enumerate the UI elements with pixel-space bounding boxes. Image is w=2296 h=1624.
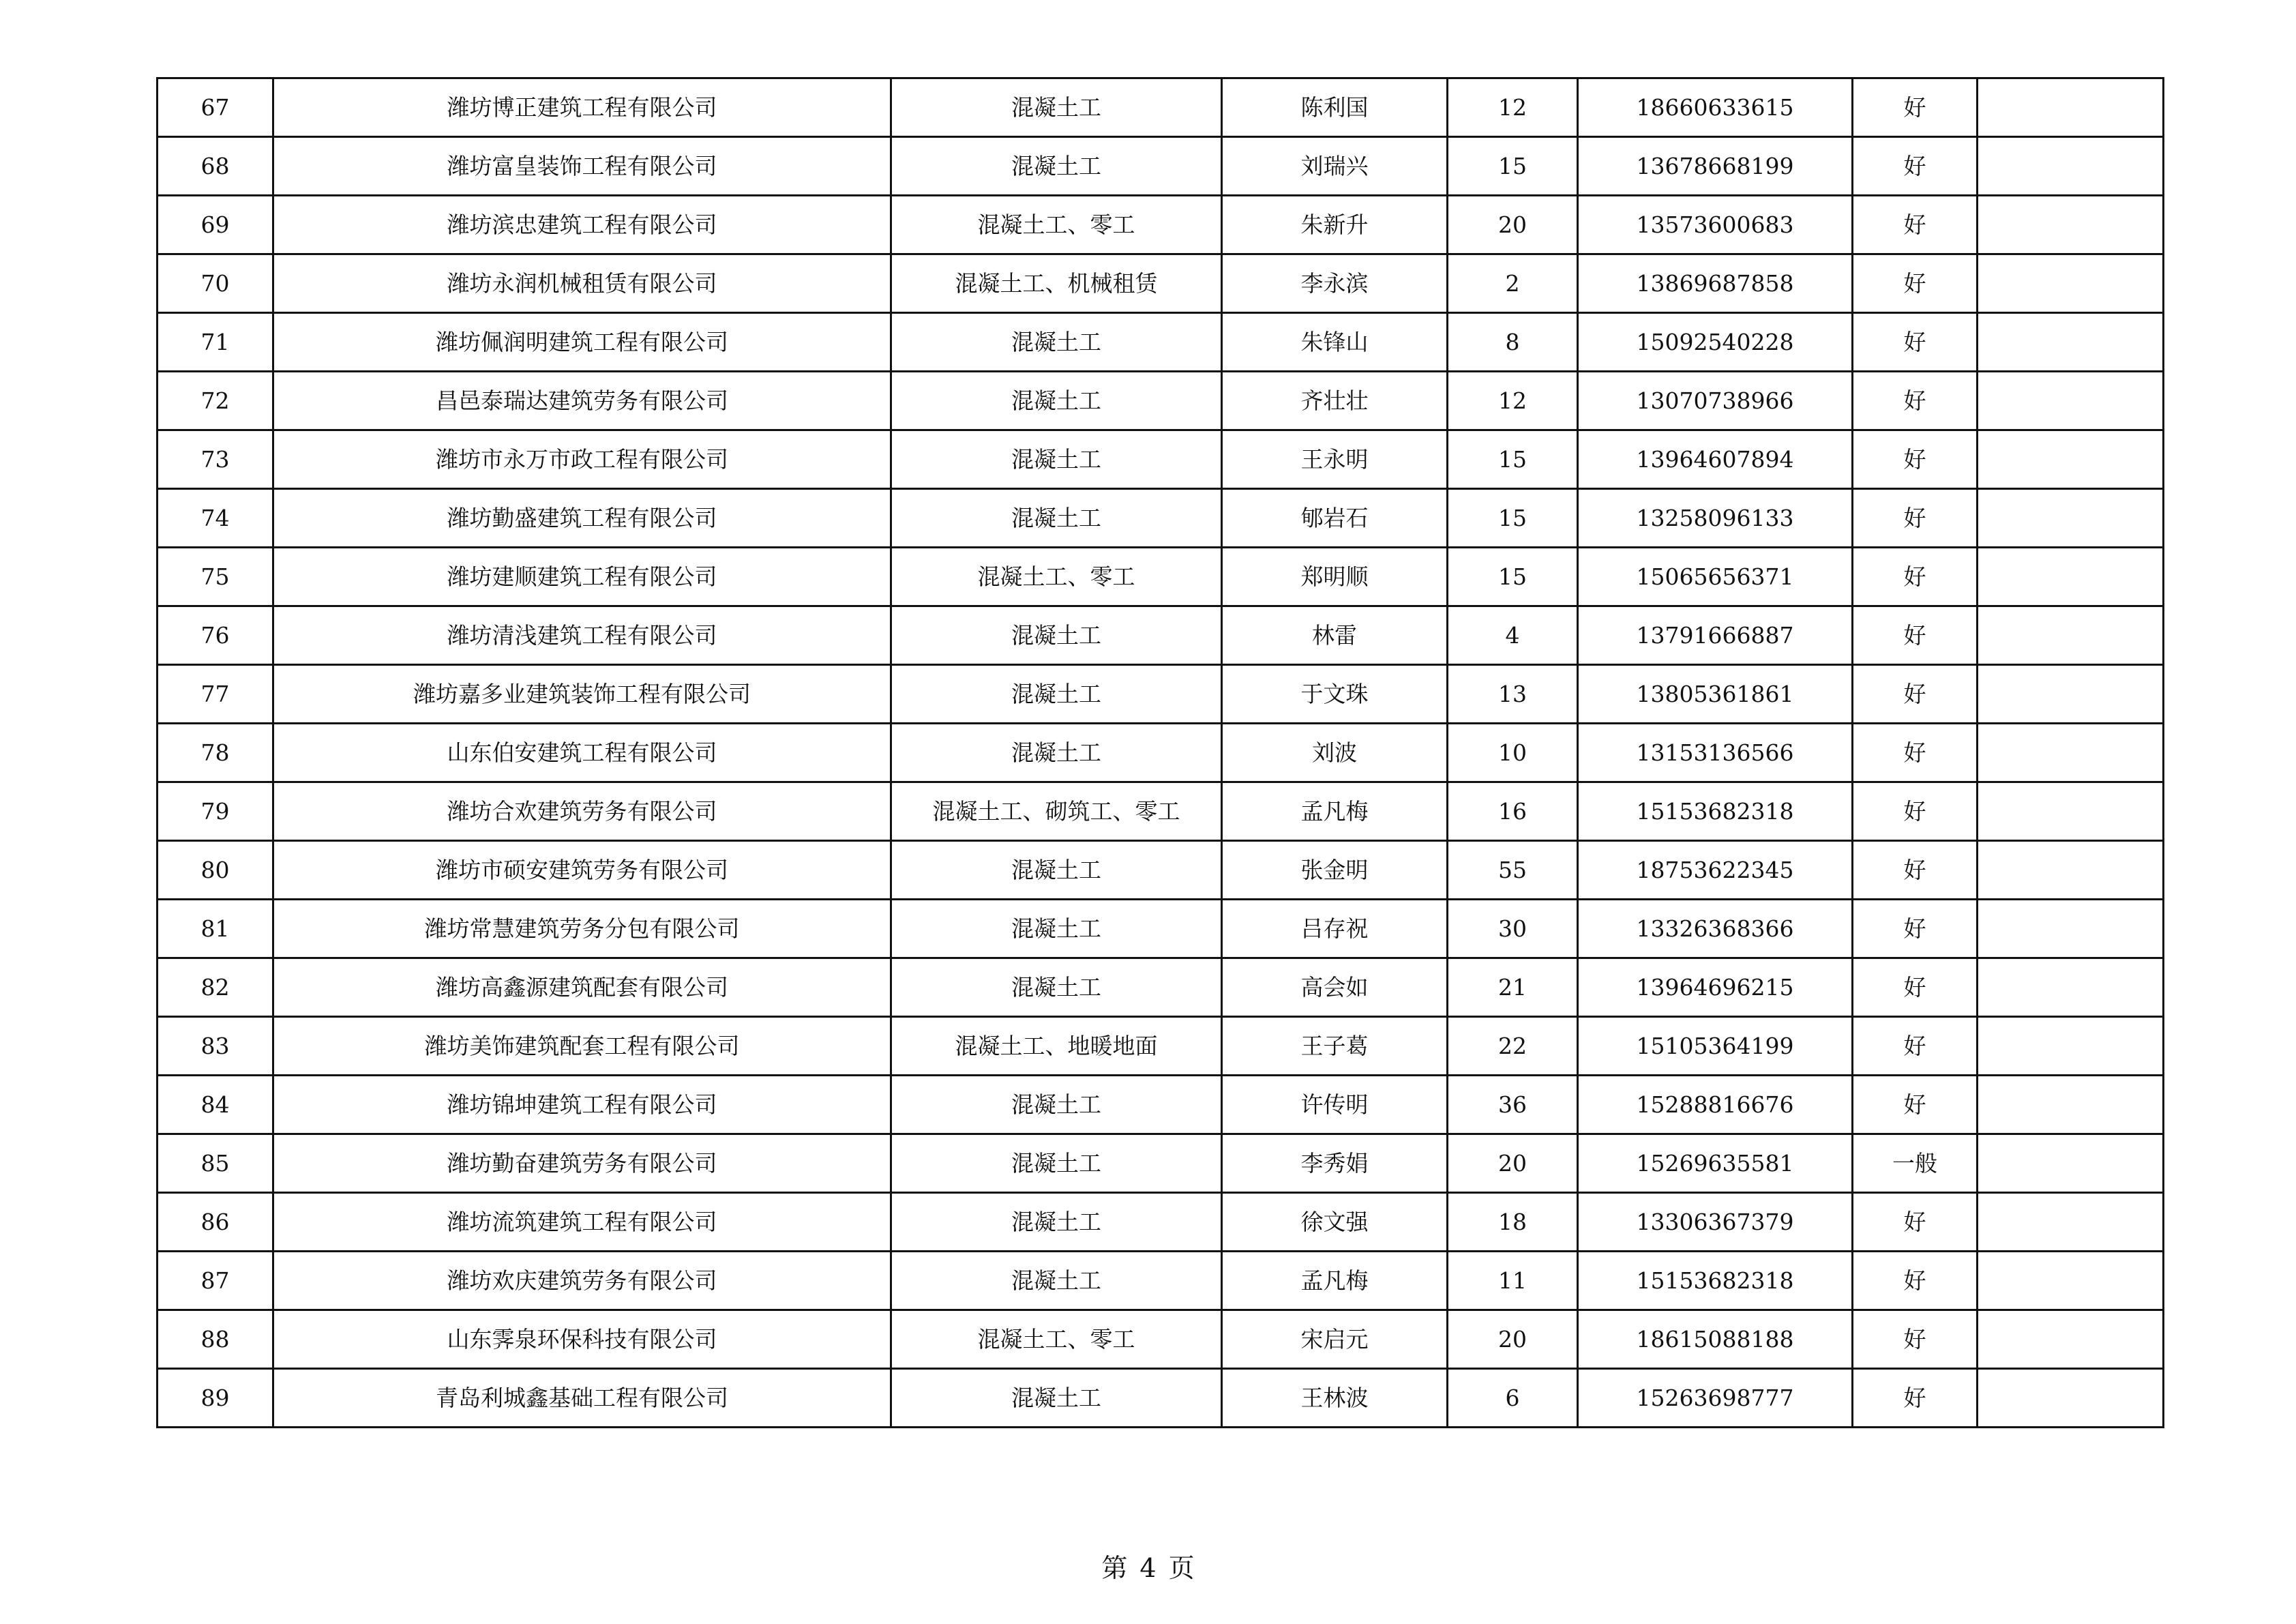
phone-number-cell: 13869687858: [1578, 254, 1853, 313]
contact-person-cell: 王永明: [1222, 430, 1448, 489]
phone-number-cell: 13573600683: [1578, 196, 1853, 254]
trade-type-cell: 混凝土工、地暖地面: [891, 1017, 1222, 1076]
row-number-cell: 85: [158, 1134, 273, 1193]
remark-cell: [1978, 841, 2164, 900]
phone-number-cell: 15065656371: [1578, 548, 1853, 606]
trade-type-cell: 混凝土工、砌筑工、零工: [891, 782, 1222, 841]
trade-type-cell: 混凝土工、零工: [891, 548, 1222, 606]
company-name-cell: 山东伯安建筑工程有限公司: [273, 724, 891, 782]
trade-type-cell: 混凝土工: [891, 78, 1222, 137]
worker-count-cell: 22: [1448, 1017, 1578, 1076]
table-row: [158, 1017, 2164, 1076]
worker-count-cell: 21: [1448, 958, 1578, 1017]
worker-count-cell: 20: [1448, 196, 1578, 254]
remark-cell: [1978, 372, 2164, 430]
company-name-cell: 潍坊市硕安建筑劳务有限公司: [273, 841, 891, 900]
contact-person-cell: 孟凡梅: [1222, 782, 1448, 841]
trade-type-cell: 混凝土工: [891, 313, 1222, 372]
phone-number-cell: 18753622345: [1578, 841, 1853, 900]
phone-number-cell: 13964696215: [1578, 958, 1853, 1017]
company-name-cell: 潍坊建顺建筑工程有限公司: [273, 548, 891, 606]
table-row: [158, 841, 2164, 900]
remark-cell: [1978, 606, 2164, 665]
table-row: [158, 900, 2164, 958]
row-number-cell: 74: [158, 489, 273, 548]
contact-person-cell: 许传明: [1222, 1076, 1448, 1134]
company-name-cell: 山东霁泉环保科技有限公司: [273, 1310, 891, 1369]
contact-person-cell: 陈利国: [1222, 78, 1448, 137]
phone-number-cell: 15288816676: [1578, 1076, 1853, 1134]
row-number-cell: 68: [158, 137, 273, 196]
worker-count-cell: 15: [1448, 430, 1578, 489]
rating-cell: 好: [1853, 548, 1978, 606]
rating-cell: 好: [1853, 489, 1978, 548]
row-number-cell: 67: [158, 78, 273, 137]
remark-cell: [1978, 1310, 2164, 1369]
worker-count-cell: 20: [1448, 1310, 1578, 1369]
contact-person-cell: 刘波: [1222, 724, 1448, 782]
phone-number-cell: 13070738966: [1578, 372, 1853, 430]
trade-type-cell: 混凝土工、零工: [891, 196, 1222, 254]
remark-cell: [1978, 1252, 2164, 1310]
phone-number-cell: 18660633615: [1578, 78, 1853, 137]
contact-person-cell: 高会如: [1222, 958, 1448, 1017]
trade-type-cell: 混凝土工: [891, 1193, 1222, 1252]
worker-count-cell: 18: [1448, 1193, 1578, 1252]
phone-number-cell: 13306367379: [1578, 1193, 1853, 1252]
trade-type-cell: 混凝土工: [891, 1076, 1222, 1134]
remark-cell: [1978, 1134, 2164, 1193]
remark-cell: [1978, 78, 2164, 137]
phone-number-cell: 13153136566: [1578, 724, 1853, 782]
trade-type-cell: 混凝土工、机械租赁: [891, 254, 1222, 313]
worker-count-cell: 30: [1448, 900, 1578, 958]
company-name-cell: 潍坊市永万市政工程有限公司: [273, 430, 891, 489]
contact-person-cell: 刘瑞兴: [1222, 137, 1448, 196]
remark-cell: [1978, 900, 2164, 958]
company-name-cell: 潍坊锦坤建筑工程有限公司: [273, 1076, 891, 1134]
remark-cell: [1978, 1193, 2164, 1252]
row-number-cell: 69: [158, 196, 273, 254]
row-number-cell: 82: [158, 958, 273, 1017]
company-name-cell: 潍坊博正建筑工程有限公司: [273, 78, 891, 137]
rating-cell: 好: [1853, 782, 1978, 841]
phone-number-cell: 15263698777: [1578, 1369, 1853, 1428]
rating-cell: 好: [1853, 196, 1978, 254]
company-name-cell: 潍坊欢庆建筑劳务有限公司: [273, 1252, 891, 1310]
company-name-cell: 潍坊高鑫源建筑配套有限公司: [273, 958, 891, 1017]
rating-cell: 一般: [1853, 1134, 1978, 1193]
row-number-cell: 79: [158, 782, 273, 841]
phone-number-cell: 13326368366: [1578, 900, 1853, 958]
worker-count-cell: 36: [1448, 1076, 1578, 1134]
phone-number-cell: 15153682318: [1578, 1252, 1853, 1310]
rating-cell: 好: [1853, 1076, 1978, 1134]
table-row: [158, 724, 2164, 782]
contact-person-cell: 于文珠: [1222, 665, 1448, 724]
remark-cell: [1978, 724, 2164, 782]
remark-cell: [1978, 489, 2164, 548]
row-number-cell: 78: [158, 724, 273, 782]
contact-person-cell: 吕存祝: [1222, 900, 1448, 958]
row-number-cell: 81: [158, 900, 273, 958]
phone-number-cell: 13678668199: [1578, 137, 1853, 196]
trade-type-cell: 混凝土工: [891, 900, 1222, 958]
rating-cell: 好: [1853, 1017, 1978, 1076]
worker-count-cell: 10: [1448, 724, 1578, 782]
remark-cell: [1978, 1076, 2164, 1134]
table-row: [158, 430, 2164, 489]
phone-number-cell: 15269635581: [1578, 1134, 1853, 1193]
rating-cell: 好: [1853, 254, 1978, 313]
company-name-cell: 潍坊嘉多业建筑装饰工程有限公司: [273, 665, 891, 724]
worker-count-cell: 13: [1448, 665, 1578, 724]
table-row: [158, 606, 2164, 665]
phone-number-cell: 13805361861: [1578, 665, 1853, 724]
row-number-cell: 80: [158, 841, 273, 900]
trade-type-cell: 混凝土工: [891, 372, 1222, 430]
phone-number-cell: 15092540228: [1578, 313, 1853, 372]
company-name-cell: 潍坊佩润明建筑工程有限公司: [273, 313, 891, 372]
table-row: [158, 665, 2164, 724]
row-number-cell: 76: [158, 606, 273, 665]
remark-cell: [1978, 196, 2164, 254]
worker-count-cell: 12: [1448, 78, 1578, 137]
remark-cell: [1978, 782, 2164, 841]
row-number-cell: 71: [158, 313, 273, 372]
trade-type-cell: 混凝土工: [891, 606, 1222, 665]
phone-number-cell: 13258096133: [1578, 489, 1853, 548]
table-body: [158, 78, 2164, 1428]
rating-cell: 好: [1853, 1193, 1978, 1252]
rating-cell: 好: [1853, 372, 1978, 430]
rating-cell: 好: [1853, 665, 1978, 724]
rating-cell: 好: [1853, 1252, 1978, 1310]
page-label-prefix: 第: [1101, 1553, 1128, 1583]
worker-count-cell: 2: [1448, 254, 1578, 313]
company-name-cell: 潍坊勤盛建筑工程有限公司: [273, 489, 891, 548]
row-number-cell: 89: [158, 1369, 273, 1428]
worker-count-cell: 6: [1448, 1369, 1578, 1428]
rating-cell: 好: [1853, 606, 1978, 665]
company-name-cell: 潍坊清浅建筑工程有限公司: [273, 606, 891, 665]
table-row: [158, 782, 2164, 841]
trade-type-cell: 混凝土工: [891, 489, 1222, 548]
company-name-cell: 潍坊常慧建筑劳务分包有限公司: [273, 900, 891, 958]
table-row: [158, 958, 2164, 1017]
row-number-cell: 77: [158, 665, 273, 724]
remark-cell: [1978, 430, 2164, 489]
trade-type-cell: 混凝土工: [891, 1134, 1222, 1193]
row-number-cell: 72: [158, 372, 273, 430]
remark-cell: [1978, 958, 2164, 1017]
contact-person-cell: 林雷: [1222, 606, 1448, 665]
rating-cell: 好: [1853, 1369, 1978, 1428]
company-name-cell: 潍坊滨忠建筑工程有限公司: [273, 196, 891, 254]
phone-number-cell: 18615088188: [1578, 1310, 1853, 1369]
contact-person-cell: 郑明顺: [1222, 548, 1448, 606]
table-row: [158, 1076, 2164, 1134]
contact-person-cell: 孟凡梅: [1222, 1252, 1448, 1310]
row-number-cell: 75: [158, 548, 273, 606]
page-footer: [0, 1547, 2296, 1584]
trade-type-cell: 混凝土工: [891, 958, 1222, 1017]
table-row: [158, 372, 2164, 430]
contact-person-cell: 郇岩石: [1222, 489, 1448, 548]
remark-cell: [1978, 254, 2164, 313]
company-name-cell: 青岛利城鑫基础工程有限公司: [273, 1369, 891, 1428]
company-name-cell: 潍坊美饰建筑配套工程有限公司: [273, 1017, 891, 1076]
company-name-cell: 潍坊富皇装饰工程有限公司: [273, 137, 891, 196]
remark-cell: [1978, 137, 2164, 196]
phone-number-cell: 15105364199: [1578, 1017, 1853, 1076]
table-row: [158, 1193, 2164, 1252]
row-number-cell: 86: [158, 1193, 273, 1252]
company-name-cell: 潍坊合欢建筑劳务有限公司: [273, 782, 891, 841]
table-row: [158, 1134, 2164, 1193]
phone-number-cell: 15153682318: [1578, 782, 1853, 841]
worker-count-cell: 8: [1448, 313, 1578, 372]
table-row: [158, 1369, 2164, 1428]
row-number-cell: 73: [158, 430, 273, 489]
rating-cell: 好: [1853, 1310, 1978, 1369]
company-name-cell: 潍坊勤奋建筑劳务有限公司: [273, 1134, 891, 1193]
contact-person-cell: 朱新升: [1222, 196, 1448, 254]
page-label-suffix: 页: [1168, 1553, 1195, 1583]
contact-person-cell: 李秀娟: [1222, 1134, 1448, 1193]
rating-cell: 好: [1853, 724, 1978, 782]
trade-type-cell: 混凝土工: [891, 1252, 1222, 1310]
row-number-cell: 83: [158, 1017, 273, 1076]
contact-person-cell: 徐文强: [1222, 1193, 1448, 1252]
rating-cell: 好: [1853, 78, 1978, 137]
trade-type-cell: 混凝土工: [891, 724, 1222, 782]
rating-cell: 好: [1853, 841, 1978, 900]
contractor-table: [156, 77, 2164, 1428]
contractor-table-container: [156, 77, 2162, 1428]
worker-count-cell: 20: [1448, 1134, 1578, 1193]
page-number: 4: [1139, 1553, 1157, 1583]
worker-count-cell: 16: [1448, 782, 1578, 841]
remark-cell: [1978, 1369, 2164, 1428]
remark-cell: [1978, 1017, 2164, 1076]
rating-cell: 好: [1853, 900, 1978, 958]
contact-person-cell: 齐壮壮: [1222, 372, 1448, 430]
worker-count-cell: 11: [1448, 1252, 1578, 1310]
contact-person-cell: 宋启元: [1222, 1310, 1448, 1369]
worker-count-cell: 15: [1448, 489, 1578, 548]
worker-count-cell: 15: [1448, 548, 1578, 606]
rating-cell: 好: [1853, 313, 1978, 372]
contact-person-cell: 张金明: [1222, 841, 1448, 900]
remark-cell: [1978, 313, 2164, 372]
rating-cell: 好: [1853, 958, 1978, 1017]
contact-person-cell: 朱锋山: [1222, 313, 1448, 372]
remark-cell: [1978, 665, 2164, 724]
rating-cell: 好: [1853, 137, 1978, 196]
phone-number-cell: 13964607894: [1578, 430, 1853, 489]
worker-count-cell: 4: [1448, 606, 1578, 665]
table-row: [158, 313, 2164, 372]
worker-count-cell: 15: [1448, 137, 1578, 196]
company-name-cell: 潍坊流筑建筑工程有限公司: [273, 1193, 891, 1252]
row-number-cell: 84: [158, 1076, 273, 1134]
table-row: [158, 254, 2164, 313]
table-row: [158, 137, 2164, 196]
company-name-cell: 潍坊永润机械租赁有限公司: [273, 254, 891, 313]
worker-count-cell: 55: [1448, 841, 1578, 900]
table-row: [158, 78, 2164, 137]
trade-type-cell: 混凝土工: [891, 665, 1222, 724]
trade-type-cell: 混凝土工: [891, 841, 1222, 900]
worker-count-cell: 12: [1448, 372, 1578, 430]
table-row: [158, 196, 2164, 254]
trade-type-cell: 混凝土工: [891, 137, 1222, 196]
row-number-cell: 87: [158, 1252, 273, 1310]
trade-type-cell: 混凝土工、零工: [891, 1310, 1222, 1369]
table-row: [158, 1310, 2164, 1369]
row-number-cell: 88: [158, 1310, 273, 1369]
contact-person-cell: 李永滨: [1222, 254, 1448, 313]
table-row: [158, 1252, 2164, 1310]
phone-number-cell: 13791666887: [1578, 606, 1853, 665]
table-row: [158, 489, 2164, 548]
rating-cell: 好: [1853, 430, 1978, 489]
contact-person-cell: 王子葛: [1222, 1017, 1448, 1076]
trade-type-cell: 混凝土工: [891, 1369, 1222, 1428]
row-number-cell: 70: [158, 254, 273, 313]
company-name-cell: 昌邑泰瑞达建筑劳务有限公司: [273, 372, 891, 430]
contact-person-cell: 王林波: [1222, 1369, 1448, 1428]
trade-type-cell: 混凝土工: [891, 430, 1222, 489]
remark-cell: [1978, 548, 2164, 606]
table-row: [158, 548, 2164, 606]
